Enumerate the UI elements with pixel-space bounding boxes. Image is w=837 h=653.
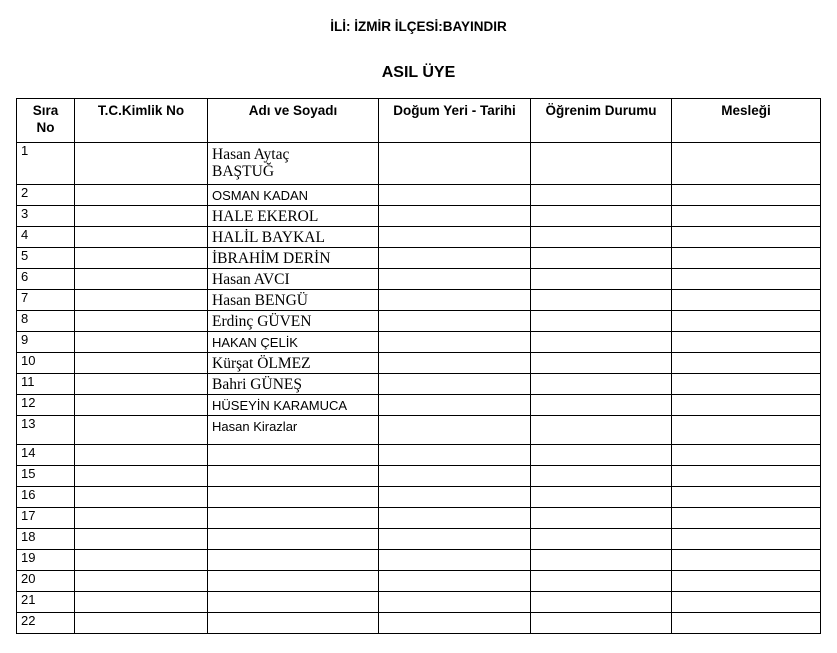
profession-cell: [672, 529, 821, 550]
member-name: Hasan AVCI: [212, 271, 290, 288]
table-row: [17, 353, 821, 374]
education-cell: [531, 185, 672, 206]
column-header-name: Adı ve Soyadı: [208, 99, 379, 143]
name-cell: [208, 311, 379, 332]
row-number: 10: [17, 353, 75, 374]
row-number: 14: [17, 445, 75, 466]
profession-cell: [672, 374, 821, 395]
name-cell: [208, 185, 379, 206]
member-name: Hasan Kirazlar: [212, 419, 298, 434]
table-row: [17, 529, 821, 550]
profession-cell: [672, 592, 821, 613]
location-header: İLİ: İZMİR İLÇESİ:BAYINDIR: [330, 19, 507, 34]
birth-cell: [379, 269, 531, 290]
tc-id-cell: [75, 508, 208, 529]
profession-cell: [672, 445, 821, 466]
education-cell: [531, 445, 672, 466]
column-header-education: Öğrenim Durumu: [531, 99, 672, 143]
tc-id-cell: [75, 592, 208, 613]
table-row: [17, 206, 821, 227]
name-cell: [208, 550, 379, 571]
birth-cell: [379, 466, 531, 487]
name-cell: [208, 353, 379, 374]
education-cell: [531, 613, 672, 634]
profession-cell: [672, 508, 821, 529]
name-cell: [208, 466, 379, 487]
member-name: Bahri GÜNEŞ: [212, 376, 302, 393]
birth-cell: [379, 571, 531, 592]
tc-id-cell: [75, 185, 208, 206]
education-cell: [531, 529, 672, 550]
tc-id-cell: [75, 206, 208, 227]
row-number: 3: [17, 206, 75, 227]
member-name: HÜSEYİN KARAMUCA: [212, 398, 348, 413]
education-cell: [531, 466, 672, 487]
table-row: [17, 466, 821, 487]
row-number: 16: [17, 487, 75, 508]
tc-id-cell: [75, 269, 208, 290]
education-cell: [531, 508, 672, 529]
row-number: 21: [17, 592, 75, 613]
profession-cell: [672, 143, 821, 185]
birth-cell: [379, 290, 531, 311]
name-cell: [208, 227, 379, 248]
education-cell: [531, 550, 672, 571]
profession-cell: [672, 332, 821, 353]
tc-id-cell: [75, 353, 208, 374]
name-cell: [208, 592, 379, 613]
row-number: 18: [17, 529, 75, 550]
education-cell: [531, 227, 672, 248]
education-cell: [531, 248, 672, 269]
profession-cell: [672, 269, 821, 290]
member-name: İBRAHİM DERİN: [212, 250, 331, 267]
education-cell: [531, 206, 672, 227]
row-number: 19: [17, 550, 75, 571]
education-cell: [531, 592, 672, 613]
name-cell: [208, 143, 379, 185]
birth-cell: [379, 508, 531, 529]
table-row: [17, 290, 821, 311]
name-cell: [208, 395, 379, 416]
birth-cell: [379, 185, 531, 206]
name-cell: [208, 416, 379, 445]
table-row: [17, 613, 821, 634]
birth-cell: [379, 143, 531, 185]
profession-cell: [672, 487, 821, 508]
birth-cell: [379, 311, 531, 332]
row-number: 11: [17, 374, 75, 395]
column-header-birth: Doğum Yeri - Tarihi: [379, 99, 531, 143]
table-row: [17, 508, 821, 529]
education-cell: [531, 395, 672, 416]
birth-cell: [379, 445, 531, 466]
name-cell: [208, 206, 379, 227]
education-cell: [531, 143, 672, 185]
row-number: 17: [17, 508, 75, 529]
name-cell: [208, 571, 379, 592]
profession-cell: [672, 613, 821, 634]
profession-cell: [672, 227, 821, 248]
row-number: 13: [17, 416, 75, 445]
birth-cell: [379, 227, 531, 248]
table-row: [17, 445, 821, 466]
row-number: 6: [17, 269, 75, 290]
tc-id-cell: [75, 248, 208, 269]
tc-id-cell: [75, 416, 208, 445]
table-row: [17, 311, 821, 332]
education-cell: [531, 311, 672, 332]
row-number: 20: [17, 571, 75, 592]
birth-cell: [379, 592, 531, 613]
birth-cell: [379, 332, 531, 353]
row-number: 9: [17, 332, 75, 353]
member-name: Hasan Aytaç BAŞTUĞ: [212, 146, 290, 180]
birth-cell: [379, 353, 531, 374]
tc-id-cell: [75, 311, 208, 332]
tc-id-cell: [75, 143, 208, 185]
education-cell: [531, 332, 672, 353]
birth-cell: [379, 416, 531, 445]
profession-cell: [672, 248, 821, 269]
profession-cell: [672, 206, 821, 227]
name-cell: [208, 269, 379, 290]
column-header-profession: Mesleği: [672, 99, 821, 143]
row-number: 1: [17, 143, 75, 185]
member-name: HAKAN ÇELİK: [212, 335, 298, 350]
name-cell: [208, 374, 379, 395]
row-number: 4: [17, 227, 75, 248]
education-cell: [531, 571, 672, 592]
column-header-tc-id: T.C.Kimlik No: [75, 99, 208, 143]
column-header-no: Sıra No: [17, 99, 75, 143]
birth-cell: [379, 487, 531, 508]
table-row: [17, 416, 821, 445]
tc-id-cell: [75, 395, 208, 416]
name-cell: [208, 529, 379, 550]
profession-cell: [672, 311, 821, 332]
name-cell: [208, 445, 379, 466]
tc-id-cell: [75, 529, 208, 550]
birth-cell: [379, 206, 531, 227]
tc-id-cell: [75, 571, 208, 592]
birth-cell: [379, 248, 531, 269]
table-row: [17, 269, 821, 290]
table-row: [17, 374, 821, 395]
member-table: [16, 98, 821, 634]
tc-id-cell: [75, 374, 208, 395]
birth-cell: [379, 550, 531, 571]
table-row: [17, 571, 821, 592]
table-row: [17, 332, 821, 353]
table-row: [17, 592, 821, 613]
name-cell: [208, 332, 379, 353]
education-cell: [531, 487, 672, 508]
member-name: Erdinç GÜVEN: [212, 313, 312, 330]
profession-cell: [672, 550, 821, 571]
education-cell: [531, 416, 672, 445]
row-number: 8: [17, 311, 75, 332]
row-number: 5: [17, 248, 75, 269]
table-row: [17, 395, 821, 416]
table-row: [17, 487, 821, 508]
table-row: [17, 185, 821, 206]
row-number: 2: [17, 185, 75, 206]
member-name: HALİL BAYKAL: [212, 229, 325, 246]
tc-id-cell: [75, 332, 208, 353]
table-header-row: [17, 99, 821, 143]
birth-cell: [379, 613, 531, 634]
profession-cell: [672, 466, 821, 487]
name-cell: [208, 508, 379, 529]
table-row: [17, 550, 821, 571]
name-cell: [208, 248, 379, 269]
table-row: [17, 248, 821, 269]
birth-cell: [379, 374, 531, 395]
member-name: OSMAN KADAN: [212, 188, 309, 203]
birth-cell: [379, 395, 531, 416]
name-cell: [208, 613, 379, 634]
profession-cell: [672, 395, 821, 416]
education-cell: [531, 269, 672, 290]
tc-id-cell: [75, 290, 208, 311]
education-cell: [531, 353, 672, 374]
row-number: 7: [17, 290, 75, 311]
member-name: Kürşat ÖLMEZ: [212, 355, 311, 372]
table-row: [17, 227, 821, 248]
profession-cell: [672, 571, 821, 592]
profession-cell: [672, 185, 821, 206]
profession-cell: [672, 290, 821, 311]
education-cell: [531, 290, 672, 311]
name-cell: [208, 290, 379, 311]
row-number: 15: [17, 466, 75, 487]
tc-id-cell: [75, 613, 208, 634]
tc-id-cell: [75, 466, 208, 487]
document-title: ASIL ÜYE: [381, 64, 456, 81]
name-cell: [208, 487, 379, 508]
table-row: [17, 143, 821, 185]
tc-id-cell: [75, 487, 208, 508]
profession-cell: [672, 416, 821, 445]
row-number: 12: [17, 395, 75, 416]
member-name: Hasan BENGÜ: [212, 292, 308, 309]
row-number: 22: [17, 613, 75, 634]
tc-id-cell: [75, 445, 208, 466]
member-name: HALE EKEROL: [212, 208, 319, 225]
profession-cell: [672, 353, 821, 374]
tc-id-cell: [75, 550, 208, 571]
education-cell: [531, 374, 672, 395]
tc-id-cell: [75, 227, 208, 248]
birth-cell: [379, 529, 531, 550]
